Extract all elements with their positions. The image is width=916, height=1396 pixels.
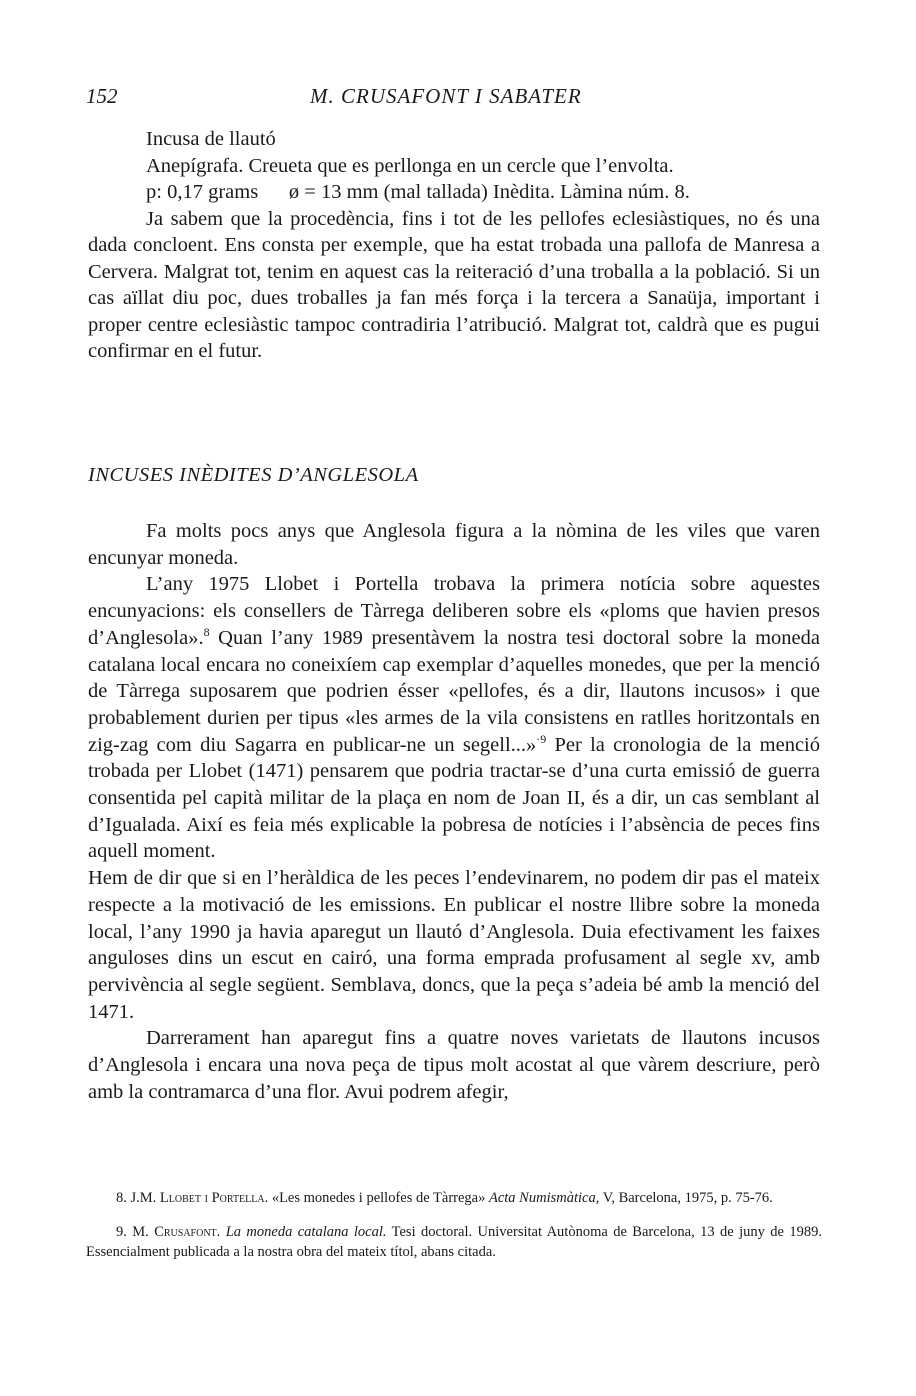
coin-measurements: p: 0,17 grams ø = 13 mm (mal tallada) Inèdita. Làmina núm. 8. — [146, 181, 690, 203]
footnote-ref-8: 8 — [203, 624, 210, 639]
main-body — [88, 518, 820, 1105]
paragraph-2-part-c: Per la cronologia de la menció trobada per Llobet (1471) pensarem que podria tractar-se d’una curta emissió de guerra consentida pel capità militar de la plaça en nom de Joan II, és a dir, un cas semblant al d’Igualada. Així es feia més explicable la pobresa de notícies i l’absència de peces fins aquell moment. — [88, 733, 820, 863]
footnote-author: M. Crusafont. — [132, 1224, 221, 1240]
paragraph-2-part-a: L’any 1975 Llobet i Portella trobava la primera notícia sobre aquestes encunyacions: els consellers de Tàrrega deliberen sobre els «ploms que havien presos d’Anglesola». — [88, 573, 820, 649]
footnote-title: La moneda catalana local. — [225, 1224, 387, 1240]
paragraph-2 — [88, 571, 820, 865]
running-title: M. CRUSAFONT I SABATER — [310, 84, 582, 108]
intro-block — [88, 126, 820, 365]
footnote-journal: Acta Numismàtica, — [488, 1190, 600, 1206]
paragraph-1: Fa molts pocs anys que Anglesola figura a la nòmina de les viles que varen encunyar moneda. — [88, 520, 820, 569]
footnote-9: 9. M. Crusafont. La moneda catalana local. Tesi doctoral. Universitat Autònoma de Barcelona, 13 de juny de 1989. Essencialment publicada a la nostra obra del mateix títol, abans citada. — [86, 1224, 822, 1260]
section-heading: INCUSES INÈDITES D’ANGLESOLA — [88, 464, 419, 486]
coin-title: Incusa de llautó — [146, 128, 276, 150]
footnote-author: J.M. Llobet i Portella. — [130, 1190, 269, 1206]
footnote-ref-9: ·9 — [536, 731, 547, 746]
paragraph-3: Hem de dir que si en l’heràldica de les peces l’endevinarem, no podem dir pas el mateix respecte a la motivació de les emissions. En publicar el nostre llibre sobre la moneda local, l’any 1990 ja havia aparegut un llautó d’Anglesola. Duia efectivament les faixes anguloses dins un escut en cairó, una forma emprada profusament al segle xv, amb pervivència al segle següent. Semblava, doncs, que la peça s’adeia bé amb la menció del 1471. — [88, 867, 820, 1023]
footnotes — [86, 1188, 822, 1276]
footnote-8: 8. J.M. Llobet i Portella. «Les monedes i pellofes de Tàrrega» Acta Numismàtica, V, Barcelona, 1975, p. 75-76. — [116, 1190, 773, 1206]
page-header — [86, 84, 826, 114]
coin-description: Anepígrafa. Creueta que es perllonga en un cercle que l’envolta. — [146, 154, 674, 177]
page-number: 152 — [86, 84, 118, 108]
paragraph-2-part-b: Quan l’any 1989 presentàvem la nostra tesi doctoral sobre la moneda catalana local encara no coneixíem cap exemplar d’aquelles monedes, que per la menció de Tàrrega suposarem que podrien ésser «pellofes, és a dir, llautons incusos» i que probablement durien per tipus «les armes de la vila consistens en ratlles horitzontals en zig-zag com diu Sagarra en publicar-ne un segell...» — [88, 626, 820, 756]
intro-paragraph: Ja sabem que la procedència, fins i tot de les pellofes eclesiàstiques, no és una dada concloent. Ens consta per exemple, que ha estat trobada una pallofa de Manresa a Cervera. Malgrat tot, tenim en aquest cas la reiteració d’una troballa a la població. Si un cas aïllat diu poc, dues troballes ja fan més força i la tercera a Sanaüja, important i proper centre eclesiàstic tampoc contradiria l’atribució. Malgrat tot, caldrà que es pugui confirmar en el futur. — [88, 207, 820, 362]
paragraph-4: Darrerament han aparegut fins a quatre noves varietats de llautons incusos d’Anglesola i encara una nova peça de tipus molt acostat al que vàrem descriure, però amb la contramarca d’una flor. Avui podrem afegir, — [88, 1027, 820, 1103]
